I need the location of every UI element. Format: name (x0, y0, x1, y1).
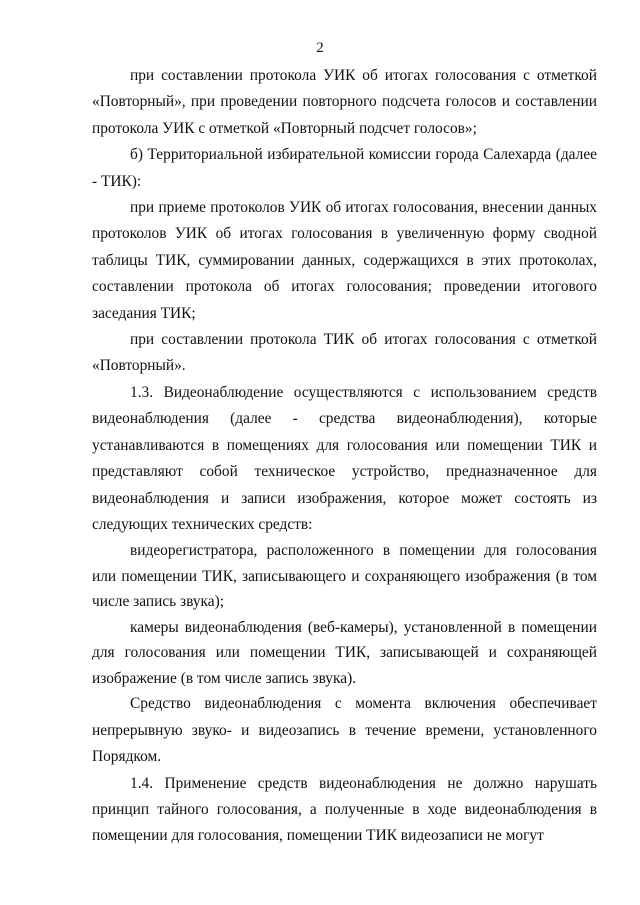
document-body (92, 63, 597, 850)
paragraph-continuous-recording: Средство видеонаблюдения с момента включения обеспечивает непрерывную звуко- и видеозапись в течение времени, установленного Порядком. (92, 695, 597, 766)
paragraph-tik-repeat-protocol: при составлении протокола ТИК об итогах голосования с отметкой «Повторный». (92, 331, 597, 375)
paragraph-tik-protocol-acceptance: при приеме протоколов УИК об итогах голосования, внесении данных протоколов УИК об итогах голосования в увеличенную форму сводной таблицы ТИК, суммировании данных, содержащихся в этих протоколах, составлении протокола об итогах голосования; проведении итогового заседания ТИК; (92, 199, 597, 322)
paragraph-uik-repeat-protocol: при составлении протокола УИК об итогах голосования с отметкой «Повторный», при проведении повторного подсчета голосов и составлении протокола УИК с отметкой «Повторный подсчет голосов»; (92, 67, 597, 137)
paragraph-tik-definition: б) Территориальной избирательной комиссии города Салехарда (далее - ТИК): (92, 146, 597, 190)
page-number: 2 (316, 40, 324, 56)
paragraph-section-1-3: 1.3. Видеонаблюдение осуществляются с использованием средств видеонаблюдения (далее - средства видеонаблюдения), которые устанавливаются в помещениях для голосования или помещении ТИК и представляют собой техническое устройство, предназначенное для видеонаблюдения и записи изображения, которое может состоять из следующих технических средств: (92, 383, 597, 533)
paragraph-video-recorder: видеорегистратора, расположенного в помещении для голосования или помещении ТИК, записывающего и сохраняющего изображения (в том числе запись звука); (92, 542, 597, 611)
paragraph-web-camera: камеры видеонаблюдения (веб-камеры), установленной в помещении для голосования или помещении ТИК, записывающей и сохраняющей изображение (в том числе запись звука). (92, 618, 597, 687)
paragraph-section-1-4: 1.4. Применение средств видеонаблюдения не должно нарушать принцип тайного голосования, а полученные в ходе видеонаблюдения в помещении для голосования, помещении ТИК видеозаписи не могут (92, 774, 597, 845)
